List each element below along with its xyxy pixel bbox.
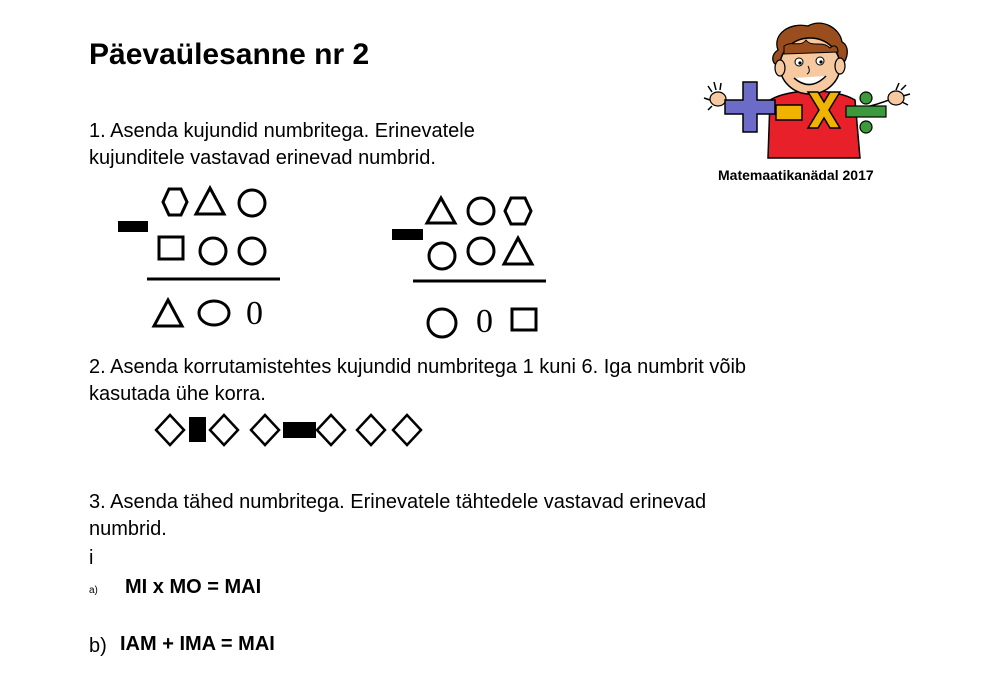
task3-stray-char: i xyxy=(89,547,94,569)
left-hand-icon xyxy=(710,92,726,106)
divide-sign-icon xyxy=(846,106,886,117)
puzzle-b-result-digit: 0 xyxy=(476,303,493,340)
task2-line2: kasutada ühe korra. xyxy=(89,383,266,405)
equation-a: MI x MO = MAI xyxy=(125,576,262,598)
divide-sign-icon xyxy=(860,121,872,133)
puzzle-a-result-digit: 0 xyxy=(246,295,263,332)
task2-line1: 2. Asenda korrutamistehtes kujundid numbritega 1 kuni 6. Iga numbrit võib xyxy=(89,356,747,378)
right-hand-icon xyxy=(888,91,904,105)
ear-icon xyxy=(775,60,785,76)
minus-sign-icon xyxy=(776,105,802,120)
logo-caption: Matemaatikanädal 2017 xyxy=(718,167,874,183)
ear-icon xyxy=(835,58,845,74)
pupil-icon xyxy=(819,60,822,63)
task1-line1: 1. Asenda kujundid numbritega. Erinevatele xyxy=(89,120,475,142)
task1-line2: kujunditele vastavad erinevad numbrid. xyxy=(89,147,436,169)
page-title: Päevaülesanne nr 2 xyxy=(89,38,370,71)
plus-sign-icon xyxy=(725,82,775,132)
divide-sign-icon xyxy=(860,92,872,104)
pupil-icon xyxy=(798,61,801,64)
equation-b: IAM + IMA = MAI xyxy=(120,633,275,655)
eq-a-label: a) xyxy=(89,585,98,596)
task3-line2: numbrid. xyxy=(89,518,167,540)
task3-line1: 3. Asenda tähed numbritega. Erinevatele tähtedele vastavad erinevad xyxy=(89,491,707,513)
eq-b-label: b) xyxy=(89,635,107,657)
